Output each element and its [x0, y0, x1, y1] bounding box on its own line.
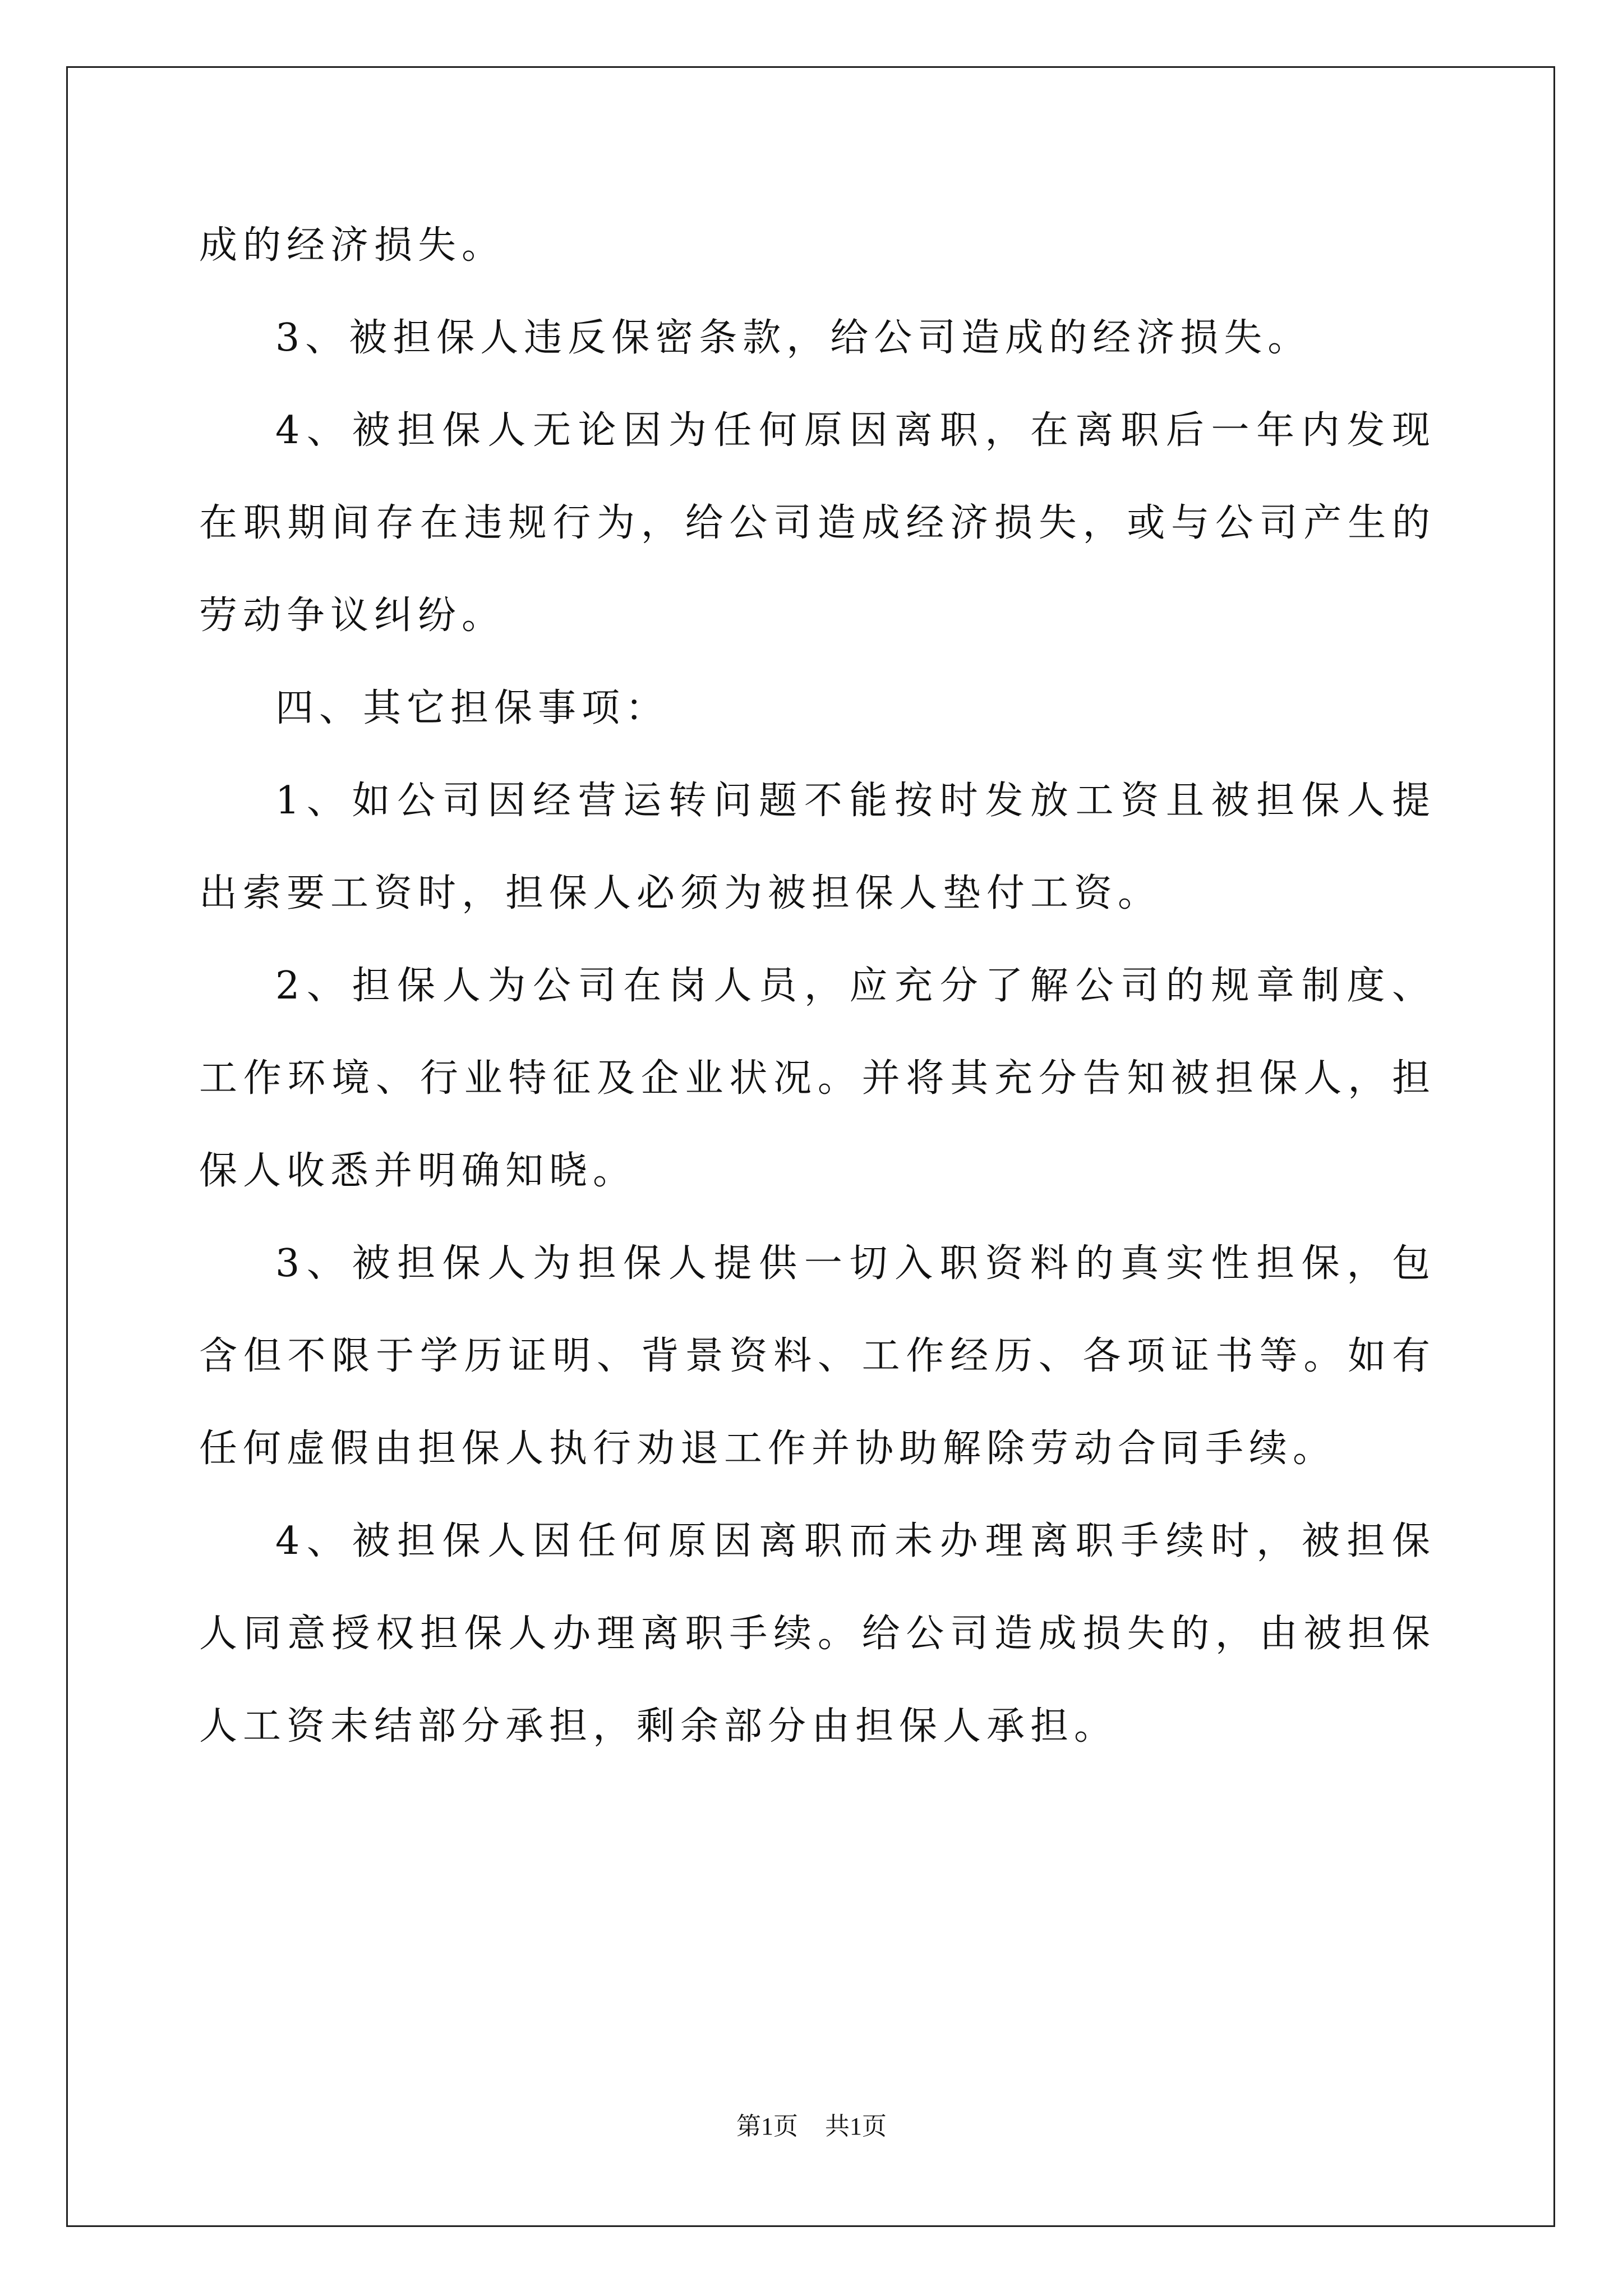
paragraph: 4、被担保人因任何原因离职而未办理离职手续时，被担保人同意授权担保人办理离职手续。给公司造成损失的，由被担保人工资未结部分承担，剩余部分由担保人承担。	[199, 1519, 1436, 1749]
document-body	[199, 199, 1436, 1773]
page-total: 共1页	[825, 2113, 887, 2140]
paragraph: 1、如公司因经营运转问题不能按时发放工资且被担保人提出索要工资时，担保人必须为被担保人垫付工资。	[199, 779, 1436, 915]
paragraph: 4、被担保人无论因为任何原因离职，在离职后一年内发现在职期间存在违规行为，给公司造成经济损失，或与公司产生的劳动争议纠纷。	[199, 408, 1436, 638]
page-footer	[0, 2106, 1623, 2142]
paragraph: 3、被担保人违反保密条款，给公司造成的经济损失。	[275, 316, 1312, 360]
paragraph: 成的经济损失。	[199, 223, 506, 268]
page-number: 第1页	[736, 2113, 798, 2140]
paragraph: 3、被担保人为担保人提供一切入职资料的真实性担保，包含但不限于学历证明、背景资料、工作经历、各项证书等。如有任何虚假由担保人执行劝退工作并协助解除劳动合同手续。	[199, 1241, 1436, 1471]
section-heading: 四、其它担保事项：	[275, 686, 670, 730]
paragraph: 2、担保人为公司在岗人员，应充分了解公司的规章制度、工作环境、行业特征及企业状况。并将其充分告知被担保人，担保人收悉并明确知晓。	[199, 964, 1436, 1193]
